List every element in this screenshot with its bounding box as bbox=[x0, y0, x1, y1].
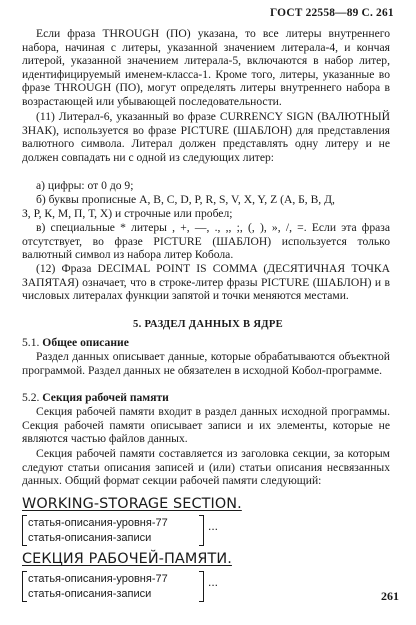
section-title: 5. РАЗДЕЛ ДАННЫХ В ЯДРЕ bbox=[132, 319, 283, 330]
subsection-5-2-title: Секция рабочей памяти bbox=[42, 391, 169, 404]
page-number: 261 bbox=[381, 589, 399, 603]
subsection-5-2-number: 5.2. bbox=[22, 391, 40, 404]
list-item-a-text: а) цифры: от 0 до 9; bbox=[36, 179, 134, 192]
format-title-en: WORKING-STORAGE SECTION. bbox=[22, 496, 242, 512]
paragraph-5-1-text: Раздел данных описывает данные, которые обрабатываются объектной программой. Раздел данных не обязателен в исходной Кобол-программе. bbox=[22, 350, 390, 377]
subsection-5-1-heading bbox=[22, 336, 129, 350]
list-item-b-line1-text: б) буквы прописные A, B, C, D, P, R, S, V, X, Y, Z (А, Б, В, Д, bbox=[36, 193, 335, 206]
format-en-entry-1: статья-описания-уровня-77 bbox=[28, 517, 168, 529]
paragraph-5-2b-text: Секция рабочей памяти составляется из заголовка секции, за которым следуют статьи описания записей и (или) статьи описания несвязанных данных. Общий формат секции рабочей памяти следующий: bbox=[22, 447, 390, 488]
paragraph-5-2b bbox=[22, 447, 390, 488]
paragraph-12 bbox=[22, 262, 390, 303]
format-en-ellipsis: ... bbox=[208, 519, 219, 533]
paragraph-through bbox=[22, 27, 390, 109]
paragraph-5-2a-text: Секция рабочей памяти входит в раздел данных исходной программы. Секция рабочей памяти описывает записи и их элементы, которые не являются частью файлов данных. bbox=[22, 405, 390, 446]
paragraph-v bbox=[22, 221, 390, 262]
paragraph-through-text: Если фраза THROUGH (ПО) указана, то все литеры внутреннего набора, начиная с литеры, указанной значением литерала-4, и кончая литерой, указанной значением литерала-5, включаются в набор литер, идентифицируемый именем-класса-1. Кроме того, литеры, указанные во фразе THROUGH (ПО), могут определять литеры внутреннего набора в возрастающей или убывающей последовательности. bbox=[22, 27, 390, 108]
format-title-ru: СЕКЦИЯ РАБОЧЕЙ-ПАМЯТИ. bbox=[22, 551, 232, 567]
subsection-5-2-heading bbox=[22, 391, 169, 405]
list-item-b-line2: З, Р, К, М, П, Т, Х) и строчные или пробел; bbox=[22, 207, 233, 220]
format-ru-entry-1: статья-описания-уровня-77 bbox=[28, 573, 168, 585]
format-ru-ellipsis: ... bbox=[208, 575, 219, 589]
list-item-b-line1 bbox=[22, 193, 390, 207]
subsection-5-1-title: Общее описание bbox=[42, 336, 129, 349]
format-en-entry-2: статья-описания-записи bbox=[28, 532, 152, 544]
format-ru-entry-2: статья-описания-записи bbox=[28, 588, 152, 600]
paragraph-11-text: (11) Литерал-6, указанный во фразе CURRENCY SIGN (ВАЛЮТНЫЙ ЗНАК), используется во фразе PICTURE (ШАБЛОН) для представления валютного символа. Литерал должен представлять одну литеру и не должен совпадать ни с одной из следующих литер: bbox=[22, 110, 390, 164]
running-header: ГОСТ 22558—89 С. 261 bbox=[270, 7, 394, 19]
paragraph-v-text: в) специальные * литеры , +, —, ., ,, ;, (, ), », /, =. Если эта фраза отсутствует, во фразе PICTURE (ШАБЛОН) используется только валютный символ из набора литер Кобола. bbox=[22, 221, 390, 262]
paragraph-11 bbox=[22, 110, 390, 164]
paragraph-5-2a bbox=[22, 405, 390, 446]
subsection-5-1-number: 5.1. bbox=[22, 336, 40, 349]
list-item-a bbox=[22, 179, 390, 193]
paragraph-5-1 bbox=[22, 350, 390, 377]
paragraph-12-text: (12) Фраза DECIMAL POINT IS COMMA (ДЕСЯТИЧНАЯ ТОЧКА ЗАПЯТАЯ) означает, что в строке-литер фразы PICTURE (ШАБЛОН) и в числовых литералах функции запятой и точки меняются местами. bbox=[22, 262, 390, 303]
